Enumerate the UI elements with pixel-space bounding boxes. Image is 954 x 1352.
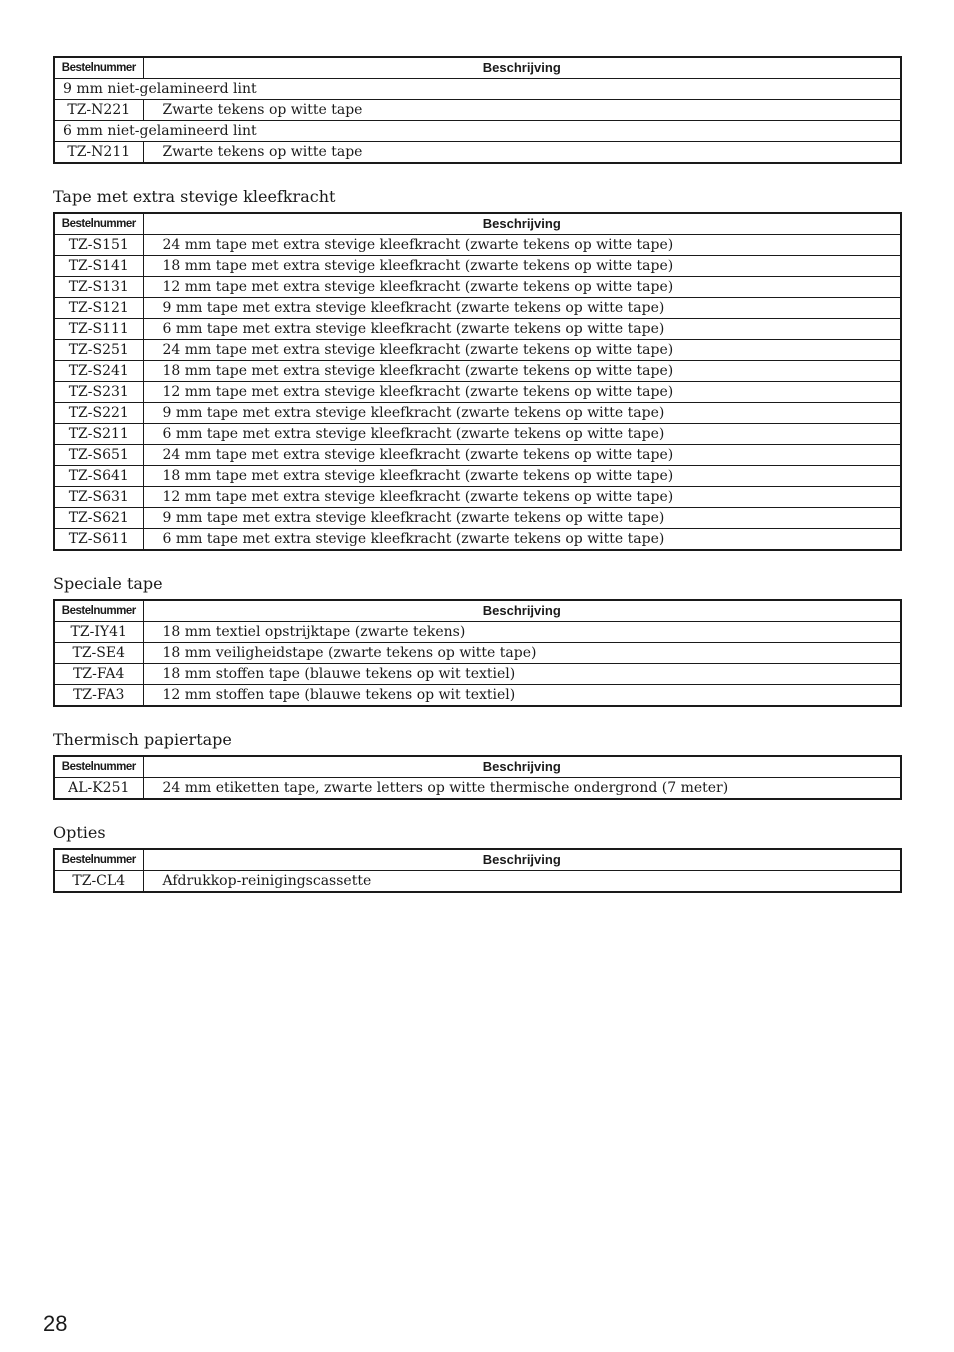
order-table (53, 56, 902, 164)
order-table (53, 755, 902, 800)
order-table-section (53, 574, 900, 707)
table-row (54, 778, 901, 800)
table-row (54, 403, 901, 424)
column-header-description: Beschrijving (143, 57, 901, 79)
column-header-description: Beschrijving (143, 756, 901, 778)
order-number-cell: TZ-S141 (54, 256, 143, 277)
section-gap (53, 707, 900, 730)
description-cell: 24 mm tape met extra stevige kleefkracht (zwarte tekens op witte tape) (143, 340, 901, 361)
order-number-cell: TZ-S211 (54, 424, 143, 445)
order-number-cell: TZ-S631 (54, 487, 143, 508)
table-header-row (54, 57, 901, 79)
table-row (54, 871, 901, 893)
description-cell: 18 mm stoffen tape (blauwe tekens op wit textiel) (143, 664, 901, 685)
order-number-cell: TZ-IY41 (54, 622, 143, 643)
order-number-cell: AL-K251 (54, 778, 143, 800)
description-cell: Zwarte tekens op witte tape (143, 142, 901, 164)
order-table-section (53, 56, 900, 164)
description-cell: Afdrukkop-reinigingscassette (143, 871, 901, 893)
order-number-cell: TZ-S221 (54, 403, 143, 424)
table-row (54, 622, 901, 643)
column-header-order-number: Bestelnummer (54, 756, 143, 778)
order-number-cell: TZ-S111 (54, 319, 143, 340)
description-cell: 9 mm tape met extra stevige kleefkracht (zwarte tekens op witte tape) (143, 508, 901, 529)
section-title: Tape met extra stevige kleefkracht (53, 187, 336, 206)
table-row (54, 235, 901, 256)
order-table-section (53, 730, 900, 800)
table-row (54, 100, 901, 121)
description-cell: 12 mm stoffen tape (blauwe tekens op wit textiel) (143, 685, 901, 707)
table-header-row (54, 600, 901, 622)
description-cell: 24 mm tape met extra stevige kleefkracht (zwarte tekens op witte tape) (143, 235, 901, 256)
document-page (53, 56, 900, 893)
table-row (54, 508, 901, 529)
description-cell: 12 mm tape met extra stevige kleefkracht (zwarte tekens op witte tape) (143, 487, 901, 508)
order-table-section (53, 823, 900, 893)
description-cell: 9 mm tape met extra stevige kleefkracht (zwarte tekens op witte tape) (143, 403, 901, 424)
description-cell: 18 mm textiel opstrijktape (zwarte tekens) (143, 622, 901, 643)
table-header-row (54, 213, 901, 235)
order-number-cell: TZ-S651 (54, 445, 143, 466)
description-cell: 18 mm tape met extra stevige kleefkracht (zwarte tekens op witte tape) (143, 256, 901, 277)
table-row (54, 487, 901, 508)
order-number-cell: TZ-FA4 (54, 664, 143, 685)
description-cell: 18 mm tape met extra stevige kleefkracht (zwarte tekens op witte tape) (143, 466, 901, 487)
description-cell: 12 mm tape met extra stevige kleefkracht (zwarte tekens op witte tape) (143, 382, 901, 403)
group-row (54, 79, 901, 100)
page-number: 28 (43, 1311, 68, 1336)
description-cell: Zwarte tekens op witte tape (143, 100, 901, 121)
table-row (54, 256, 901, 277)
table-header-row (54, 849, 901, 871)
table-row (54, 529, 901, 551)
group-label: 9 mm niet-gelamineerd lint (54, 79, 901, 100)
group-row (54, 121, 901, 142)
description-cell: 12 mm tape met extra stevige kleefkracht (zwarte tekens op witte tape) (143, 277, 901, 298)
order-number-cell: TZ-N221 (54, 100, 143, 121)
order-number-cell: TZ-S641 (54, 466, 143, 487)
order-number-cell: TZ-N211 (54, 142, 143, 164)
order-number-cell: TZ-S241 (54, 361, 143, 382)
order-number-cell: TZ-CL4 (54, 871, 143, 893)
table-row (54, 382, 901, 403)
description-cell: 24 mm tape met extra stevige kleefkracht (zwarte tekens op witte tape) (143, 445, 901, 466)
column-header-order-number: Bestelnummer (54, 600, 143, 622)
order-number-cell: TZ-S121 (54, 298, 143, 319)
table-row (54, 361, 901, 382)
description-cell: 18 mm tape met extra stevige kleefkracht (zwarte tekens op witte tape) (143, 361, 901, 382)
column-header-order-number: Bestelnummer (54, 57, 143, 79)
group-label: 6 mm niet-gelamineerd lint (54, 121, 901, 142)
description-cell: 6 mm tape met extra stevige kleefkracht (zwarte tekens op witte tape) (143, 424, 901, 445)
order-table (53, 848, 902, 893)
table-row (54, 298, 901, 319)
description-cell: 6 mm tape met extra stevige kleefkracht (zwarte tekens op witte tape) (143, 529, 901, 551)
order-number-cell: TZ-S131 (54, 277, 143, 298)
order-table-section (53, 187, 900, 551)
order-number-cell: TZ-S231 (54, 382, 143, 403)
table-row (54, 664, 901, 685)
order-number-cell: TZ-S251 (54, 340, 143, 361)
table-row (54, 445, 901, 466)
order-number-cell: TZ-SE4 (54, 643, 143, 664)
description-cell: 6 mm tape met extra stevige kleefkracht (zwarte tekens op witte tape) (143, 319, 901, 340)
table-header-row (54, 756, 901, 778)
order-number-cell: TZ-S621 (54, 508, 143, 529)
section-title: Opties (53, 823, 106, 842)
section-title: Speciale tape (53, 574, 163, 593)
section-gap (53, 800, 900, 823)
table-row (54, 643, 901, 664)
order-number-cell: TZ-S151 (54, 235, 143, 256)
table-row (54, 277, 901, 298)
column-header-description: Beschrijving (143, 600, 901, 622)
table-row (54, 340, 901, 361)
section-title: Thermisch papiertape (53, 730, 232, 749)
table-row (54, 424, 901, 445)
order-number-cell: TZ-S611 (54, 529, 143, 551)
order-table (53, 599, 902, 707)
description-cell: 18 mm veiligheidstape (zwarte tekens op witte tape) (143, 643, 901, 664)
description-cell: 9 mm tape met extra stevige kleefkracht (zwarte tekens op witte tape) (143, 298, 901, 319)
table-row (54, 142, 901, 164)
section-gap (53, 164, 900, 187)
table-row (54, 685, 901, 707)
column-header-description: Beschrijving (143, 849, 901, 871)
column-header-order-number: Bestelnummer (54, 849, 143, 871)
column-header-description: Beschrijving (143, 213, 901, 235)
order-table (53, 212, 902, 551)
description-cell: 24 mm etiketten tape, zwarte letters op witte thermische ondergrond (7 meter) (143, 778, 901, 800)
section-gap (53, 551, 900, 574)
column-header-order-number: Bestelnummer (54, 213, 143, 235)
order-number-cell: TZ-FA3 (54, 685, 143, 707)
table-row (54, 319, 901, 340)
table-row (54, 466, 901, 487)
